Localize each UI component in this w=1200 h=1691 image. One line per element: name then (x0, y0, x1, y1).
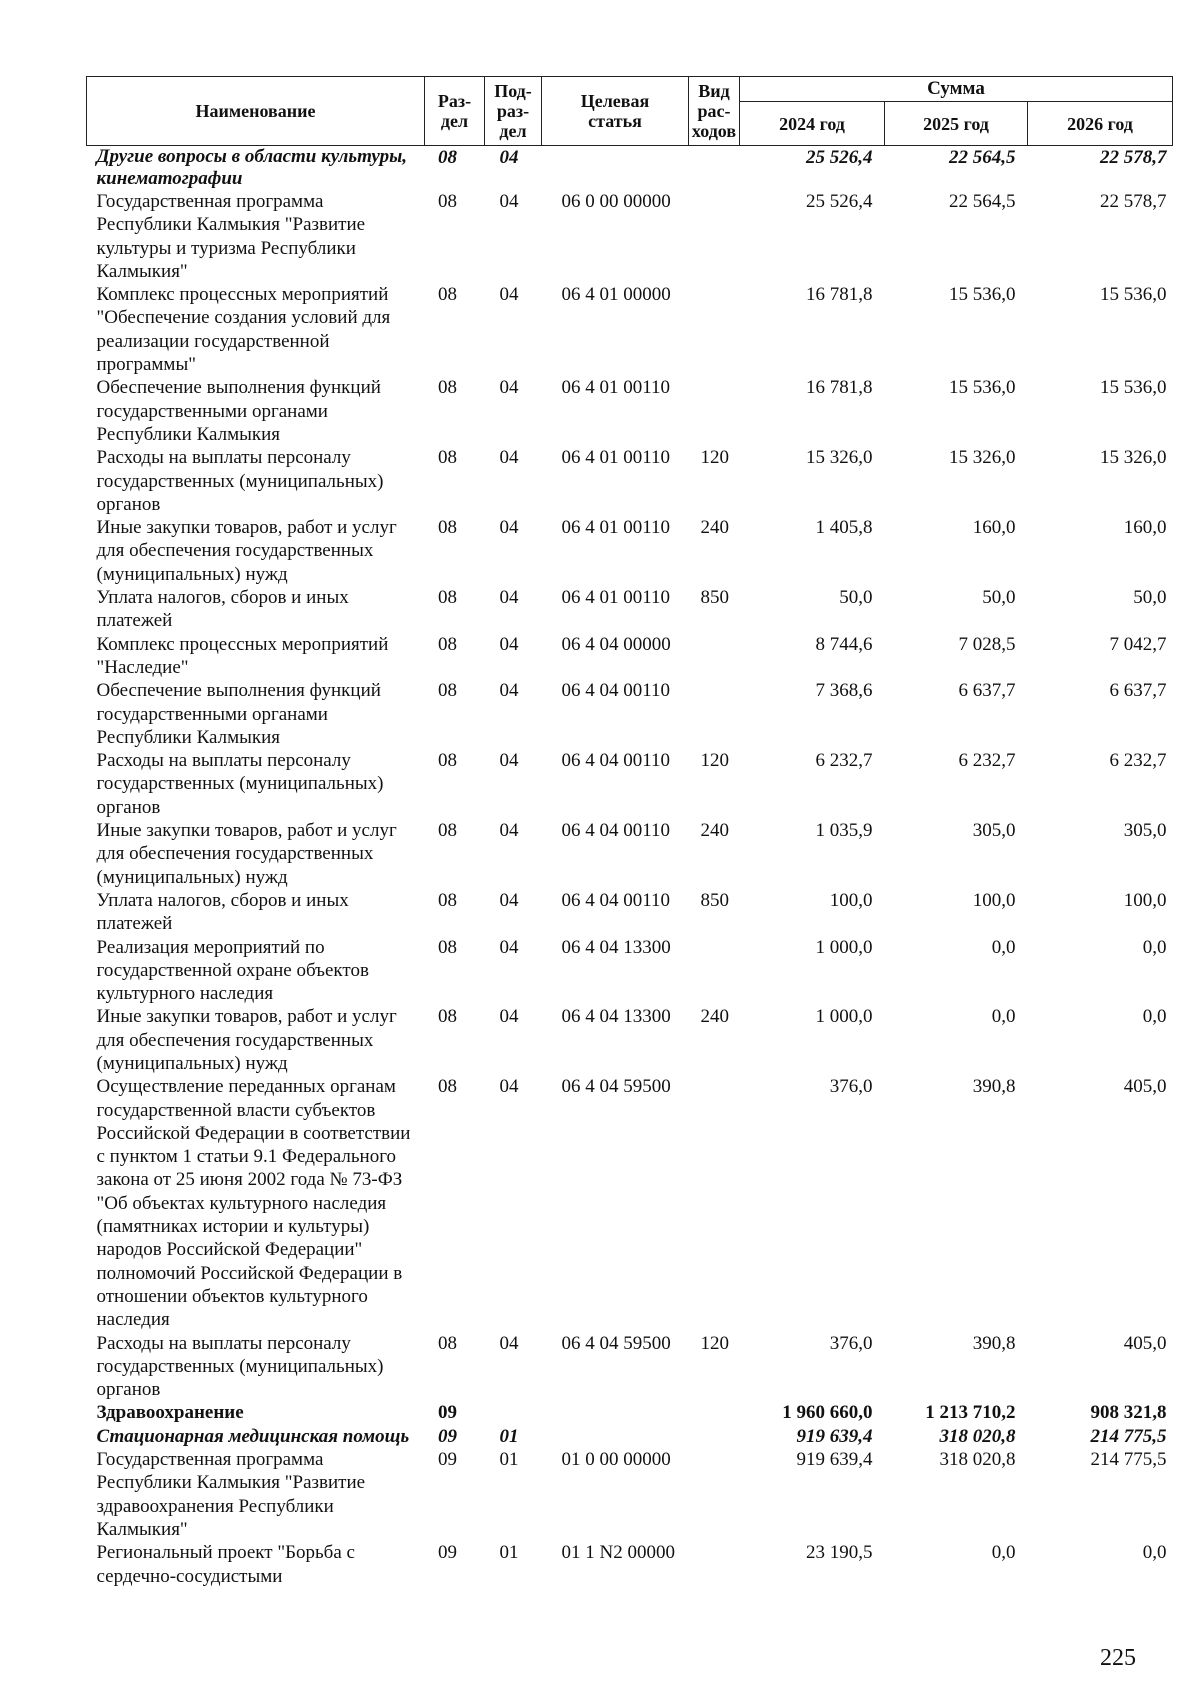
row-podrazdel: 04 (499, 633, 519, 655)
row-sum-2026: 160,0 (1123, 517, 1167, 539)
row-sum-2025: 0,0 (991, 1542, 1016, 1564)
row-razdel: 08 (438, 1006, 457, 1028)
row-podrazdel: 04 (499, 889, 519, 911)
row-vid: 240 (700, 517, 729, 539)
row-name: Обеспечение выполнения функций государственными органами Республики Калмыкия (96, 680, 381, 748)
row-razdel: 09 (438, 1425, 457, 1447)
row-name: Другие вопросы в области культуры, кинематографии (96, 146, 408, 189)
row-sum-2026: 0,0 (1142, 1006, 1167, 1028)
table-row (87, 749, 1173, 819)
row-sum-2025: 6 637,7 (958, 680, 1016, 702)
row-vid: 120 (700, 1332, 729, 1354)
row-sum-2025: 0,0 (991, 936, 1016, 958)
row-name: Иные закупки товаров, работ и услуг для обеспечения государственных (муниципальных) нужд (96, 517, 397, 585)
row-sum-2024: 1 000,0 (815, 1006, 873, 1028)
table-row (87, 283, 1173, 376)
row-vid (689, 1448, 740, 1541)
row-sum-2026: 0,0 (1142, 1542, 1167, 1564)
row-vid (689, 679, 740, 749)
row-name: Расходы на выплаты персоналу государственных (муниципальных) органов (96, 750, 384, 818)
table-row (87, 1541, 1173, 1588)
row-name: Здравоохранение (96, 1402, 244, 1424)
row-razdel: 08 (438, 191, 457, 212)
row-sum-2025: 15 536,0 (949, 284, 1016, 306)
row-razdel: 08 (438, 680, 457, 702)
row-podrazdel: 04 (499, 750, 519, 772)
row-sum-2025: 15 326,0 (949, 447, 1016, 469)
row-sum-2026: 6 637,7 (1109, 680, 1167, 702)
row-sum-2024: 919 639,4 (796, 1449, 873, 1471)
row-name: Стационарная медицинская помощь (96, 1425, 410, 1447)
row-name: Государственная программа Республики Калмыкия "Развитие культуры и туризма Республики Калмыкия" (96, 191, 366, 282)
table-row (87, 889, 1173, 936)
row-sum-2026: 0,0 (1142, 936, 1167, 958)
table-row (87, 936, 1173, 1006)
row-razdel: 08 (438, 633, 457, 655)
table-row (87, 190, 1173, 283)
header-summa: Сумма (740, 77, 1173, 102)
row-sum-2024: 25 526,4 (806, 191, 873, 212)
row-podrazdel: 01 (499, 1449, 519, 1471)
budget-page (86, 76, 1172, 1588)
row-statya: 01 1 N2 00000 (561, 1542, 675, 1564)
row-statya (542, 146, 689, 191)
row-statya: 06 4 04 00110 (561, 750, 671, 772)
table-row (87, 376, 1173, 446)
row-sum-2024: 15 326,0 (806, 447, 873, 469)
row-razdel: 08 (438, 889, 457, 911)
row-sum-2026: 50,0 (1133, 587, 1167, 609)
row-statya: 06 4 04 13300 (561, 1006, 671, 1028)
row-name: Комплекс процессных мероприятий "Обеспечение создания условий для реализации государственной программы" (96, 284, 391, 376)
table-row (87, 1448, 1173, 1541)
row-sum-2025: 15 536,0 (949, 377, 1016, 399)
row-sum-2026: 15 326,0 (1100, 447, 1167, 469)
row-razdel: 08 (438, 587, 457, 609)
row-sum-2024: 25 526,4 (806, 147, 873, 168)
row-statya: 06 4 01 00000 (561, 284, 671, 306)
header-podrazdel: Под- раз- дел (485, 77, 542, 146)
row-sum-2026: 405,0 (1123, 1076, 1167, 1098)
row-sum-2025: 318 020,8 (939, 1449, 1016, 1471)
row-sum-2025: 6 232,7 (958, 750, 1016, 772)
page-number: 225 (1100, 1645, 1136, 1671)
table-row (87, 1401, 1173, 1424)
row-name: Расходы на выплаты персоналу государственных (муниципальных) органов (96, 447, 384, 515)
row-vid: 120 (700, 750, 729, 772)
row-vid (689, 1425, 740, 1448)
row-sum-2025: 7 028,5 (958, 633, 1016, 655)
header-razdel: Раз- дел (425, 77, 485, 146)
row-vid: 850 (700, 587, 729, 609)
row-sum-2024: 7 368,6 (815, 680, 873, 702)
row-razdel: 09 (438, 1542, 457, 1564)
row-razdel: 09 (438, 1449, 457, 1471)
row-name: Расходы на выплаты персоналу государственных (муниципальных) органов (96, 1332, 384, 1401)
row-name: Реализация мероприятий по государственной охране объектов культурного наследия (96, 936, 369, 1005)
row-podrazdel: 04 (499, 1006, 519, 1028)
row-sum-2024: 16 781,8 (806, 284, 873, 306)
row-vid (689, 283, 740, 376)
row-razdel: 08 (438, 936, 457, 958)
row-podrazdel (485, 1401, 542, 1424)
row-sum-2024: 16 781,8 (806, 377, 873, 399)
row-statya: 06 4 04 59500 (561, 1076, 671, 1098)
table-row (87, 1332, 1173, 1402)
row-razdel: 08 (438, 820, 457, 842)
row-sum-2024: 50,0 (839, 587, 873, 609)
table-row (87, 819, 1173, 889)
row-sum-2026: 305,0 (1123, 820, 1167, 842)
row-podrazdel: 04 (499, 284, 519, 306)
row-podrazdel: 04 (499, 820, 519, 842)
row-sum-2025: 22 564,5 (949, 147, 1016, 168)
row-sum-2026: 214 775,5 (1090, 1425, 1167, 1447)
row-statya: 06 4 04 00110 (561, 680, 671, 702)
table-row (87, 146, 1173, 191)
table-header (87, 77, 1173, 146)
row-vid (689, 190, 740, 283)
row-podrazdel: 04 (499, 587, 519, 609)
row-sum-2024: 6 232,7 (815, 750, 873, 772)
row-name: Обеспечение выполнения функций государственными органами Республики Калмыкия (96, 377, 381, 445)
row-podrazdel: 04 (499, 447, 519, 469)
budget-table (86, 76, 1173, 1588)
row-sum-2026: 405,0 (1123, 1332, 1167, 1354)
table-row (87, 586, 1173, 633)
row-podrazdel: 04 (499, 1332, 519, 1354)
row-podrazdel: 04 (499, 377, 519, 399)
row-statya: 06 4 04 00000 (561, 633, 671, 655)
header-year-2026: 2026 год (1028, 102, 1173, 146)
row-sum-2025: 160,0 (972, 517, 1016, 539)
row-vid: 240 (700, 820, 729, 842)
row-name: Иные закупки товаров, работ и услуг для обеспечения государственных (муниципальных) нужд (96, 1006, 397, 1074)
row-sum-2025: 390,8 (972, 1076, 1016, 1098)
row-sum-2024: 23 190,5 (806, 1542, 873, 1564)
row-sum-2025: 1 213 710,2 (925, 1402, 1016, 1424)
row-statya: 06 0 00 00000 (561, 191, 671, 212)
table-row (87, 679, 1173, 749)
table-row (87, 446, 1173, 516)
row-name: Комплекс процессных мероприятий "Наследие" (96, 633, 389, 678)
row-sum-2024: 1 000,0 (815, 936, 873, 958)
row-podrazdel: 04 (499, 1076, 519, 1098)
row-sum-2026: 214 775,5 (1090, 1449, 1167, 1471)
header-vid: Вид рас- ходов (689, 77, 740, 146)
row-vid (689, 936, 740, 1006)
row-vid (689, 1075, 740, 1331)
header-year-2024: 2024 год (740, 102, 885, 146)
row-vid (689, 146, 740, 191)
row-vid (689, 376, 740, 446)
row-razdel: 08 (438, 377, 457, 399)
row-sum-2026: 6 232,7 (1109, 750, 1167, 772)
row-vid (689, 633, 740, 680)
row-razdel: 08 (438, 1076, 457, 1098)
table-row (87, 1075, 1173, 1331)
row-vid: 850 (700, 889, 729, 911)
row-statya: 01 0 00 00000 (561, 1449, 671, 1471)
row-razdel: 09 (438, 1402, 457, 1424)
row-statya (542, 1425, 689, 1448)
row-podrazdel: 04 (499, 191, 519, 212)
row-vid (689, 1541, 740, 1588)
row-podrazdel: 04 (499, 147, 519, 168)
table-row (87, 516, 1173, 586)
row-sum-2026: 7 042,7 (1109, 633, 1167, 655)
table-row (87, 633, 1173, 680)
row-sum-2024: 376,0 (829, 1332, 873, 1354)
row-vid: 240 (700, 1006, 729, 1028)
row-name: Осуществление переданных органам государственной власти субъектов Российской Федерации в соответствии с пунктом 1 статьи 9.1 Федерального закона от 25 июня 2002 года № 73-ФЗ "Об объектах культурного наследия (памятниках истории и культуры) народов Российской Федерации" полномочий Российской Федерации в отношении объектов культурного наследия (96, 1076, 411, 1331)
row-statya: 06 4 04 13300 (561, 936, 671, 958)
row-vid: 120 (700, 447, 729, 469)
row-statya: 06 4 01 00110 (561, 517, 671, 539)
row-sum-2026: 15 536,0 (1100, 377, 1167, 399)
row-sum-2026: 22 578,7 (1100, 147, 1167, 168)
row-razdel: 08 (438, 517, 457, 539)
row-name: Иные закупки товаров, работ и услуг для обеспечения государственных (муниципальных) нужд (96, 820, 397, 888)
row-name: Уплата налогов, сборов и иных платежей (96, 889, 349, 935)
row-statya: 06 4 01 00110 (561, 377, 671, 399)
table-row (87, 1425, 1173, 1448)
row-statya: 06 4 04 00110 (561, 820, 671, 842)
header-year-2025: 2025 год (885, 102, 1028, 146)
row-statya: 06 4 01 00110 (561, 587, 671, 609)
row-name: Региональный проект "Борьба с сердечно-сосудистыми (96, 1542, 355, 1587)
row-sum-2026: 15 536,0 (1100, 284, 1167, 306)
row-statya: 06 4 04 00110 (561, 889, 671, 911)
row-sum-2025: 22 564,5 (949, 191, 1016, 212)
row-statya: 06 4 04 59500 (561, 1332, 671, 1354)
table-row (87, 1005, 1173, 1075)
row-name: Уплата налогов, сборов и иных платежей (96, 587, 349, 632)
row-sum-2025: 305,0 (972, 820, 1016, 842)
row-sum-2026: 22 578,7 (1100, 191, 1167, 212)
row-razdel: 08 (438, 447, 457, 469)
row-sum-2026: 908 321,8 (1090, 1402, 1167, 1424)
row-sum-2026: 100,0 (1123, 889, 1167, 911)
row-razdel: 08 (438, 1332, 457, 1354)
row-podrazdel: 01 (499, 1425, 519, 1447)
row-podrazdel: 04 (499, 517, 519, 539)
row-sum-2025: 50,0 (982, 587, 1016, 609)
row-vid (689, 1401, 740, 1424)
row-statya (542, 1401, 689, 1424)
header-name: Наименование (87, 77, 425, 146)
row-podrazdel: 01 (499, 1542, 519, 1564)
table-body (87, 146, 1173, 1588)
row-podrazdel: 04 (499, 936, 519, 958)
row-sum-2024: 919 639,4 (796, 1425, 873, 1447)
row-razdel: 08 (438, 147, 457, 168)
row-statya: 06 4 01 00110 (561, 447, 671, 469)
row-sum-2024: 1 405,8 (815, 517, 873, 539)
row-podrazdel: 04 (499, 680, 519, 702)
row-sum-2025: 0,0 (991, 1006, 1016, 1028)
row-sum-2025: 318 020,8 (939, 1425, 1016, 1447)
row-razdel: 08 (438, 284, 457, 306)
row-sum-2025: 390,8 (972, 1332, 1016, 1354)
row-sum-2024: 100,0 (829, 889, 873, 911)
row-name: Государственная программа Республики Калмыкия "Развитие здравоохранения Республики Калмыкия" (96, 1449, 366, 1540)
row-sum-2024: 1 960 660,0 (782, 1402, 873, 1424)
row-sum-2024: 376,0 (829, 1076, 873, 1098)
row-sum-2025: 100,0 (972, 889, 1016, 911)
row-razdel: 08 (438, 750, 457, 772)
header-statya: Целевая статья (542, 77, 689, 146)
row-sum-2024: 8 744,6 (815, 633, 873, 655)
row-sum-2024: 1 035,9 (815, 820, 873, 842)
